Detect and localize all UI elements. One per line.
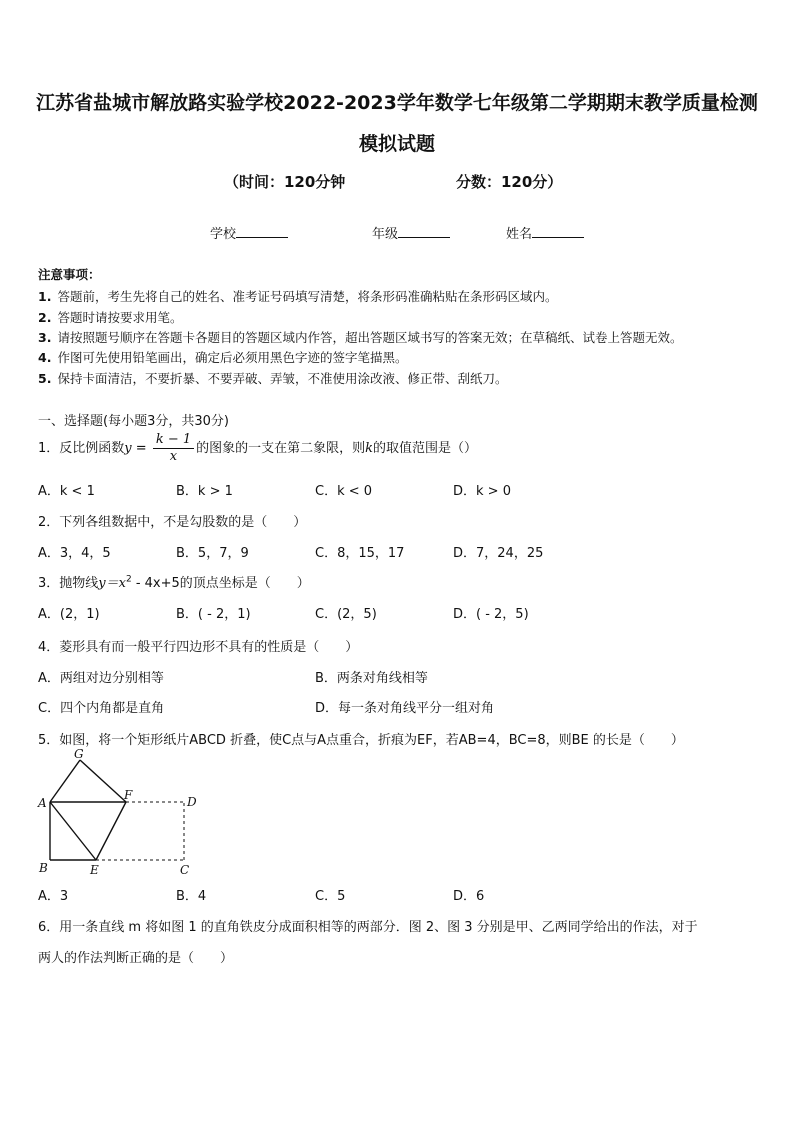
q2-option-b: B．5，7，9 [176,546,249,561]
exam-time: （时间：120分钟 [224,173,346,191]
q3-rest: - 4x+5的顶点坐标是（ ） [131,576,310,591]
note-num: 5. [38,371,52,386]
q3-option-b: B．( - 2，1) [176,607,251,622]
q4-option-b: B．两条对角线相等 [315,671,428,686]
q1-denominator: x [169,449,178,464]
q1-tail: 的取值范围是（） [373,441,478,456]
q4-option-c: C．四个内角都是直角 [38,701,165,716]
q3-prefix: 3．抛物线 [38,576,99,591]
section-heading: 一、选择题(每小题3分，共30分) [38,414,229,429]
exam-title: 江苏省盐城市解放路实验学校2022-2023学年数学七年级第二学期期末教学质量检测 [36,92,758,114]
q3-exponent: 2 [125,574,132,585]
q1-fraction [153,432,194,465]
exam-title-line2: 模拟试题 [358,133,435,155]
q2-option-a: A．3，4，5 [38,546,111,561]
q1-prefix: 1．反比例函数 [38,441,125,456]
grade-label: 年级 [372,227,399,242]
note-num: 1. [38,289,52,304]
grade-field [372,223,450,242]
label-b: B [39,861,48,875]
note-item [38,287,557,305]
grade-blank [398,225,450,238]
note-item [38,308,182,326]
question-2: 2．下列各组数据中，不是勾股数的是（ ） [38,515,307,530]
q4-option-a: A．两组对边分别相等 [38,671,164,686]
label-f: F [124,788,133,802]
q4-option-d: D．每一条对角线平分一组对角 [315,701,495,716]
q1-suffix: 的图象的一支在第二象限，则 [196,441,366,456]
note-num: 4. [38,350,52,365]
q1-option-c: C．k < 0 [315,484,373,499]
note-item [38,369,507,387]
q1-option-d: D．k > 0 [453,484,511,499]
note-item [38,328,682,346]
q5-option-c: C．5 [315,889,346,904]
q3-expr: y＝x [98,576,126,591]
note-text: 保持卡面清洁，不要折暴、不要弄破、弄皱，不准使用涂改液、修正带、刮纸刀。 [57,371,508,386]
school-blank [236,225,288,238]
label-d: D [187,795,197,809]
q3-option-d: D．( - 2，5) [453,607,529,622]
label-c: C [180,863,190,877]
q1-eq: = [131,441,151,456]
question-4: 4．菱形具有而一般平行四边形不具有的性质是（ ） [38,640,359,655]
name-label: 姓名 [506,227,533,242]
edge-gf [80,760,126,802]
q3-option-c: C．(2，5) [315,607,377,622]
note-item [38,348,407,366]
school-label: 学校 [210,227,237,242]
notes-heading: 注意事项： [38,267,101,282]
note-num: 3. [38,330,52,345]
q2-option-c: C．8，15，17 [315,546,405,561]
question-3 [38,572,310,591]
question-5: 5．如图，将一个矩形纸片ABCD 折叠，使C点与A点重合，折痕为EF，若AB=4，BC=8，则BE 的长是（ ） [38,733,684,748]
q5-option-b: B．4 [176,889,207,904]
name-blank [532,225,584,238]
label-g: G [74,748,84,761]
fold-ef [96,802,126,860]
q5-option-d: D．6 [453,889,485,904]
question-6: 6．用一条直线 m 将如图 1 的直角铁皮分成面积相等的两部分．图 2、图 3 分别是甲、乙两同学给出的作法，对于 [38,920,698,935]
q1-y: y [124,441,132,456]
school-field [210,223,288,242]
q1-option-a: A．k < 1 [38,484,95,499]
question-6-line2: 两人的作法判断正确的是（ ） [38,951,234,966]
name-field [506,223,584,242]
edge-ae [50,802,96,860]
note-text: 作图可先使用铅笔画出，确定后必须用黑色字迹的签字笔描黑。 [57,350,408,365]
note-num: 2. [38,310,52,325]
q1-k: k [365,441,374,456]
q1-option-b: B．k > 1 [176,484,233,499]
label-e: E [90,863,99,877]
q2-option-d: D．7，24，25 [453,546,544,561]
edge-ag [50,760,80,802]
question-1 [38,432,477,465]
note-text: 答题时请按要求用笔。 [57,310,183,325]
note-text: 答题前，考生先将自己的姓名、准考证号码填写清楚，将条形码准确粘贴在条形码区域内。 [57,289,558,304]
note-text: 请按照题号顺序在答题卡各题目的答题区域内作答，超出答题区域书写的答案无效；在草稿纸、试卷上答题无效。 [57,330,683,345]
q1-numerator: k − 1 [153,432,194,449]
q5-figure [34,748,204,878]
label-a: A [38,796,47,810]
exam-score: 分数：120分） [456,173,563,191]
q3-option-a: A．(2，1) [38,607,100,622]
q5-option-a: A．3 [38,889,69,904]
